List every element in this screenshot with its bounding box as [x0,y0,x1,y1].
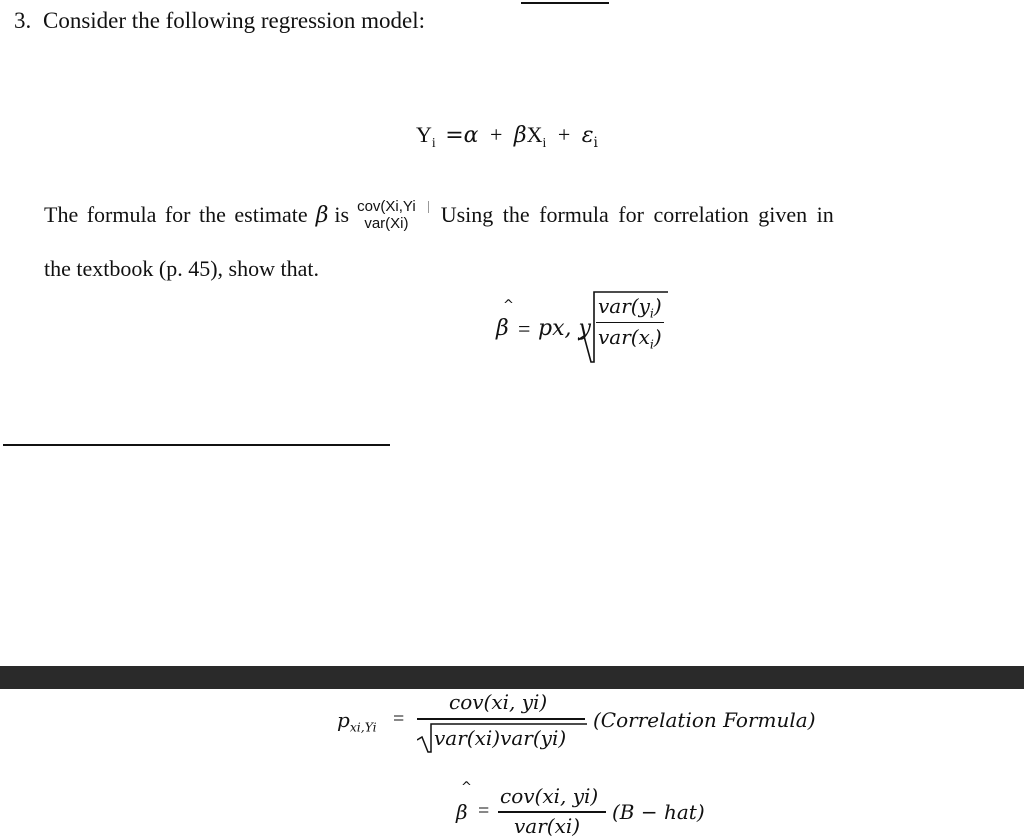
cov-var-fraction [357,198,416,233]
bh-denominator: var(xi) [514,814,581,838]
model-equation: $Y_i =\alpha + \beta X_i + \varepsilon_i$ [416,122,598,151]
artifact-mark [428,201,429,213]
rho-xy: px, y [538,316,591,341]
correlation-formula [337,690,837,758]
beta-symbol-inline: β [315,202,329,228]
rho-lhs: $p_{xi,Yi}$ [337,708,377,735]
sentence-is: is [334,202,350,228]
equals-sign-2: = [393,708,405,730]
equals-sign: = [518,316,531,341]
correlation-label: (Correlation Formula) [593,708,816,732]
beta-hat-label: (B − hat) [612,800,705,824]
corr-numerator: cov(xi, yi) [449,690,548,714]
beta-hat-2: β [456,800,468,824]
hat-symbol: ^ [503,298,514,313]
sentence-part1: The formula for the estimate [44,202,308,228]
alpha-term: =α [445,123,479,148]
sqrt-fraction [596,294,664,352]
equals-sign-3: = [478,800,490,822]
sentence-part2: Using the formula for correlation given in [440,202,834,228]
beta-hat-formula [454,780,724,840]
fraction-denominator: var(Xi) [364,215,409,233]
var-x: $var(x_i)$ [598,325,662,352]
y-var: Y [416,122,432,147]
question-number: 3. [14,8,32,33]
plus-sign-2: + [557,122,571,147]
plus-sign: + [489,122,503,147]
hat-symbol-2: ^ [461,780,472,795]
corr-denominator: var(xi)var(yi) [434,726,567,750]
bh-numerator: cov(xi, yi) [500,784,599,808]
dark-separator-band [0,666,1024,689]
epsilon-term: $\varepsilon_i$ [581,123,598,151]
section-rule [3,444,390,446]
estimate-sentence [44,198,834,233]
x-var: X [526,122,543,147]
question-text: Consider the following regression model: [43,8,425,33]
estimate-sentence-line2: the textbook (p. 45), show that. [44,256,319,281]
beta-symbol: β [513,123,527,148]
beta-hat: β [496,316,509,341]
question-heading [14,8,425,34]
top-rule [521,2,609,4]
var-y: $var(y_i)$ [596,294,664,323]
fraction-numerator: cov(Xi,Yi [357,198,416,215]
bh-fraction-bar [498,811,606,813]
target-formula [494,286,694,366]
